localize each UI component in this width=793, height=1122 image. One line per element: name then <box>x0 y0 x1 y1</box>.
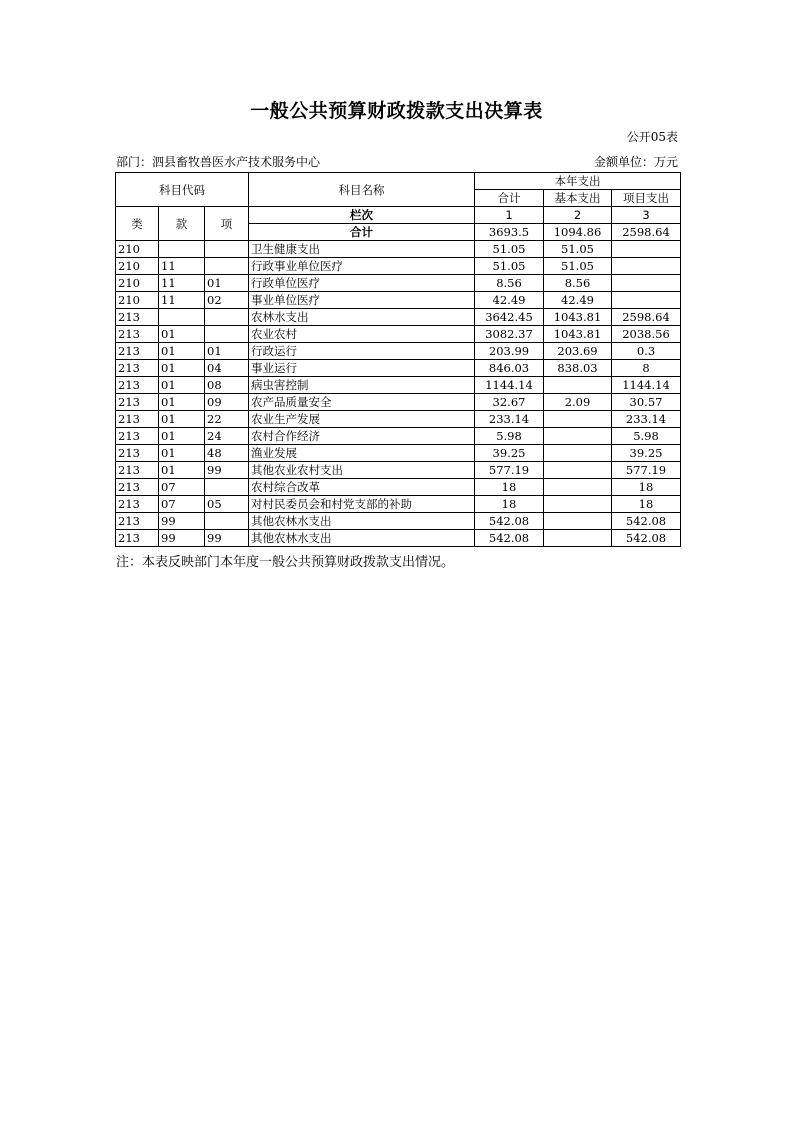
row-xiang: 08 <box>205 377 249 394</box>
row-project: 542.08 <box>612 513 681 530</box>
table-row <box>116 377 681 394</box>
row-lei: 210 <box>116 241 159 258</box>
row-project: 18 <box>612 496 681 513</box>
sum-total: 3693.5 <box>475 224 544 241</box>
row-name: 对村民委员会和村党支部的补助 <box>249 496 475 513</box>
header-year-expense: 本年支出 <box>475 173 681 190</box>
row-name: 农村合作经济 <box>249 428 475 445</box>
table-row <box>116 275 681 292</box>
row-basic: 51.05 <box>544 258 612 275</box>
department-label: 部门：泗县畜牧兽医水产技术服务中心 <box>116 155 321 169</box>
row-name: 病虫害控制 <box>249 377 475 394</box>
row-kuan: 01 <box>159 343 205 360</box>
page-title: 一般公共预算财政拨款支出决算表 <box>250 100 543 122</box>
table-row <box>116 496 681 513</box>
table-row <box>116 326 681 343</box>
row-lei: 213 <box>116 377 159 394</box>
table-row <box>116 428 681 445</box>
row-basic: 8.56 <box>544 275 612 292</box>
row-kuan: 11 <box>159 292 205 309</box>
row-xiang: 99 <box>205 530 249 547</box>
row-lei: 210 <box>116 292 159 309</box>
header-code-group: 科目代码 <box>116 173 249 207</box>
row-kuan: 11 <box>159 275 205 292</box>
row-project <box>612 241 681 258</box>
sum-basic: 1094.86 <box>544 224 612 241</box>
row-xiang <box>205 309 249 326</box>
row-total: 1144.14 <box>475 377 544 394</box>
row-name: 事业运行 <box>249 360 475 377</box>
header-col-1: 1 <box>475 207 544 224</box>
row-xiang: 48 <box>205 445 249 462</box>
row-total: 51.05 <box>475 241 544 258</box>
row-project: 8 <box>612 360 681 377</box>
row-basic: 51.05 <box>544 241 612 258</box>
row-total: 542.08 <box>475 530 544 547</box>
row-basic: 1043.81 <box>544 326 612 343</box>
row-kuan: 01 <box>159 411 205 428</box>
row-project: 233.14 <box>612 411 681 428</box>
table-row <box>116 360 681 377</box>
row-name: 渔业发展 <box>249 445 475 462</box>
row-basic: 203.69 <box>544 343 612 360</box>
row-name: 农村综合改革 <box>249 479 475 496</box>
row-lei: 213 <box>116 411 159 428</box>
row-basic <box>544 496 612 513</box>
row-xiang: 04 <box>205 360 249 377</box>
row-total: 8.56 <box>475 275 544 292</box>
row-name: 其他农林水支出 <box>249 530 475 547</box>
row-lei: 213 <box>116 326 159 343</box>
table-row <box>116 343 681 360</box>
row-basic <box>544 479 612 496</box>
row-kuan: 01 <box>159 394 205 411</box>
row-name: 行政单位医疗 <box>249 275 475 292</box>
row-basic: 838.03 <box>544 360 612 377</box>
table-row <box>116 258 681 275</box>
table-row <box>116 241 681 258</box>
row-basic: 2.09 <box>544 394 612 411</box>
row-total: 203.99 <box>475 343 544 360</box>
row-xiang: 09 <box>205 394 249 411</box>
row-project: 0.3 <box>612 343 681 360</box>
row-xiang <box>205 258 249 275</box>
row-lei: 213 <box>116 428 159 445</box>
row-kuan: 07 <box>159 496 205 513</box>
row-kuan: 01 <box>159 462 205 479</box>
row-lei: 213 <box>116 360 159 377</box>
expense-table <box>115 172 681 547</box>
row-total: 51.05 <box>475 258 544 275</box>
row-xiang <box>205 479 249 496</box>
table-row <box>116 445 681 462</box>
header-row-3 <box>116 207 681 224</box>
row-basic <box>544 428 612 445</box>
row-project <box>612 258 681 275</box>
sum-project: 2598.64 <box>612 224 681 241</box>
row-total: 3082.37 <box>475 326 544 343</box>
row-total: 233.14 <box>475 411 544 428</box>
row-xiang <box>205 241 249 258</box>
row-basic <box>544 530 612 547</box>
header-column-label: 栏次 <box>249 207 475 224</box>
row-project: 2038.56 <box>612 326 681 343</box>
row-lei: 213 <box>116 530 159 547</box>
row-xiang: 99 <box>205 462 249 479</box>
row-xiang: 24 <box>205 428 249 445</box>
row-basic: 1043.81 <box>544 309 612 326</box>
header-subject-name: 科目名称 <box>249 173 475 207</box>
row-project: 577.19 <box>612 462 681 479</box>
row-total: 3642.45 <box>475 309 544 326</box>
table-row <box>116 462 681 479</box>
header-total: 合计 <box>475 190 544 207</box>
row-name: 农业生产发展 <box>249 411 475 428</box>
table-row <box>116 292 681 309</box>
row-project <box>612 292 681 309</box>
row-lei: 213 <box>116 445 159 462</box>
row-lei: 213 <box>116 496 159 513</box>
row-name: 其他农林水支出 <box>249 513 475 530</box>
table-row <box>116 394 681 411</box>
row-basic: 42.49 <box>544 292 612 309</box>
header-col-3: 3 <box>612 207 681 224</box>
row-kuan: 11 <box>159 258 205 275</box>
table-row <box>116 513 681 530</box>
row-xiang: 01 <box>205 343 249 360</box>
header-row-1 <box>116 173 681 190</box>
row-xiang: 22 <box>205 411 249 428</box>
row-xiang: 05 <box>205 496 249 513</box>
row-basic <box>544 445 612 462</box>
row-basic <box>544 513 612 530</box>
header-col-2: 2 <box>544 207 612 224</box>
row-name: 行政运行 <box>249 343 475 360</box>
row-kuan <box>159 309 205 326</box>
sum-label: 合计 <box>249 224 475 241</box>
table-number: 公开05表 <box>626 130 678 144</box>
amount-unit-label: 金额单位：万元 <box>593 155 678 169</box>
row-lei: 213 <box>116 479 159 496</box>
row-total: 18 <box>475 479 544 496</box>
row-lei: 213 <box>116 309 159 326</box>
row-basic <box>544 377 612 394</box>
row-kuan: 01 <box>159 360 205 377</box>
row-total: 32.67 <box>475 394 544 411</box>
row-basic <box>544 411 612 428</box>
row-kuan: 99 <box>159 530 205 547</box>
row-project: 18 <box>612 479 681 496</box>
table-row <box>116 530 681 547</box>
header-project: 项目支出 <box>612 190 681 207</box>
row-total: 846.03 <box>475 360 544 377</box>
row-total: 42.49 <box>475 292 544 309</box>
table-row <box>116 479 681 496</box>
row-project: 30.57 <box>612 394 681 411</box>
row-xiang: 01 <box>205 275 249 292</box>
row-lei: 213 <box>116 513 159 530</box>
row-basic <box>544 462 612 479</box>
header-xiang: 项 <box>205 207 249 241</box>
row-xiang <box>205 513 249 530</box>
row-project: 542.08 <box>612 530 681 547</box>
row-kuan: 01 <box>159 428 205 445</box>
row-total: 577.19 <box>475 462 544 479</box>
row-xiang: 02 <box>205 292 249 309</box>
row-kuan: 01 <box>159 377 205 394</box>
table-row <box>116 411 681 428</box>
header-category: 类 <box>116 207 159 241</box>
row-name: 农产品质量安全 <box>249 394 475 411</box>
row-name: 农林水支出 <box>249 309 475 326</box>
row-project: 5.98 <box>612 428 681 445</box>
row-name: 行政事业单位医疗 <box>249 258 475 275</box>
row-total: 39.25 <box>475 445 544 462</box>
row-lei: 213 <box>116 462 159 479</box>
row-name: 事业单位医疗 <box>249 292 475 309</box>
row-name: 农业农村 <box>249 326 475 343</box>
row-kuan: 07 <box>159 479 205 496</box>
row-xiang <box>205 326 249 343</box>
row-name: 卫生健康支出 <box>249 241 475 258</box>
row-lei: 210 <box>116 258 159 275</box>
row-total: 5.98 <box>475 428 544 445</box>
row-kuan: 99 <box>159 513 205 530</box>
row-lei: 213 <box>116 394 159 411</box>
header-kuan: 款 <box>159 207 205 241</box>
row-kuan: 01 <box>159 326 205 343</box>
table-note: 注：本表反映部门本年度一般公共预算财政拨款支出情况。 <box>116 555 455 570</box>
row-lei: 210 <box>116 275 159 292</box>
row-total: 18 <box>475 496 544 513</box>
row-project: 2598.64 <box>612 309 681 326</box>
row-project: 1144.14 <box>612 377 681 394</box>
row-lei: 213 <box>116 343 159 360</box>
row-kuan <box>159 241 205 258</box>
row-project: 39.25 <box>612 445 681 462</box>
table-row <box>116 309 681 326</box>
header-basic: 基本支出 <box>544 190 612 207</box>
row-name: 其他农业农村支出 <box>249 462 475 479</box>
row-kuan: 01 <box>159 445 205 462</box>
row-project <box>612 275 681 292</box>
row-total: 542.08 <box>475 513 544 530</box>
